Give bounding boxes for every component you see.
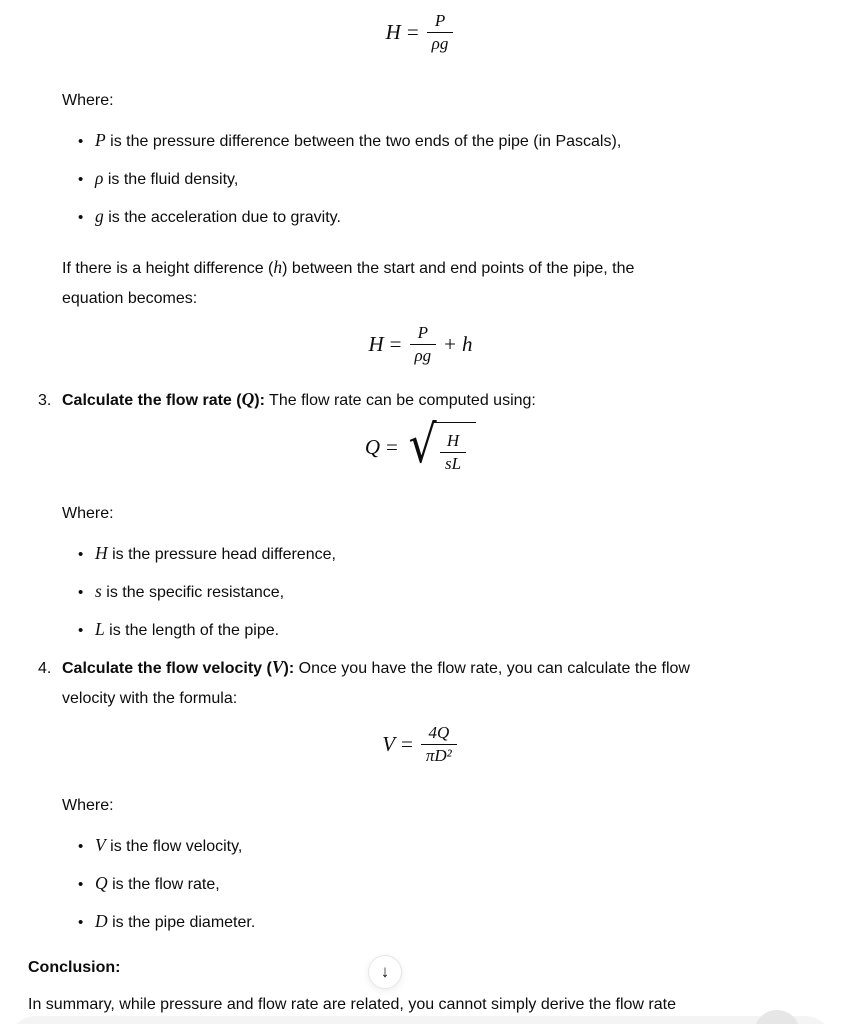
list-item	[78, 910, 255, 934]
math-equals: =	[406, 20, 419, 44]
math-lhs: V	[382, 732, 396, 756]
list-item	[78, 834, 242, 858]
bullet-icon	[78, 874, 95, 896]
math-lhs: H	[368, 332, 384, 356]
paragraph-height-difference	[62, 252, 634, 314]
bullet-icon	[78, 169, 95, 191]
item-number: 4.	[38, 660, 52, 677]
radical-sign: √	[408, 415, 437, 475]
formula-flow-velocity	[0, 722, 841, 767]
bullet-icon	[78, 207, 95, 229]
where-label: Where:	[62, 505, 114, 522]
bullet-text: ρ is the fluid density,	[95, 168, 239, 188]
bullet-icon	[78, 131, 95, 153]
composer-input[interactable]	[8, 1016, 833, 1024]
down-arrow-icon: ↓	[380, 962, 390, 981]
bullet-text: L is the length of the pipe.	[95, 619, 280, 639]
where-label: Where:	[62, 797, 114, 814]
paragraph-line: equation becomes:	[62, 290, 198, 307]
list-item	[78, 205, 341, 229]
bullet-text: P is the pressure difference between the two ends of the pipe (in Pascals),	[95, 130, 622, 150]
bullet-text: s is the specific resistance,	[95, 581, 285, 601]
formula-pressure-head	[0, 10, 841, 55]
bullet-text: Q is the flow rate,	[95, 873, 220, 893]
bullet-icon	[78, 836, 95, 858]
paragraph-line: If there is a height difference (h) between the start and end points of the pipe, the	[62, 257, 635, 277]
list-item	[78, 872, 220, 896]
math-lhs: Q	[364, 435, 381, 459]
math-square-root	[406, 415, 476, 475]
item-line: 4. Calculate the flow velocity (V): Once you have the flow rate, you can calculate the flow	[38, 660, 690, 677]
list-item	[78, 129, 621, 153]
math-fraction: $\frac{P}{\rho g}$	[410, 322, 437, 367]
math-fraction: $\frac{H}{sL}$	[440, 430, 466, 475]
math-fraction: $\frac{P}{\rho g}$	[427, 10, 454, 55]
summary-paragraph: In summary, while pressure and flow rate are related, you cannot simply derive the flow rate	[28, 996, 676, 1013]
formula-flow-rate	[0, 415, 841, 475]
math-equals: =	[386, 435, 398, 459]
list-item	[78, 167, 238, 191]
bullet-icon	[78, 912, 95, 934]
where-label: Where:	[62, 92, 114, 109]
list-item	[78, 542, 336, 566]
item-line: velocity with the formula:	[62, 690, 238, 707]
bullet-icon	[78, 620, 95, 642]
composer-action-button[interactable]	[754, 1010, 800, 1024]
list-item	[78, 580, 284, 604]
formula-pressure-head-with-height	[0, 322, 841, 367]
item-number: 3.	[38, 392, 52, 409]
conclusion-heading: Conclusion:	[28, 959, 121, 976]
math-equals: =	[401, 732, 413, 756]
math-lhs: H	[385, 20, 401, 44]
bullet-text: V is the flow velocity,	[95, 835, 243, 855]
bullet-text: g is the acceleration due to gravity.	[95, 206, 341, 226]
scroll-to-bottom-button[interactable]	[368, 955, 402, 989]
math-equals: =	[389, 332, 402, 356]
numbered-item-flow-rate: 3. Calculate the flow rate (Q): The flow rate can be computed using:	[38, 384, 536, 416]
math-plus: +	[444, 332, 457, 356]
bullet-icon	[78, 582, 95, 604]
bullet-text: H is the pressure head difference,	[95, 543, 336, 563]
numbered-item-flow-velocity	[38, 652, 690, 714]
bullet-icon	[78, 544, 95, 566]
bullet-text: D is the pipe diameter.	[95, 911, 256, 931]
math-fraction: $\frac{4Q}{\text{πD²}}$	[421, 722, 457, 767]
list-item	[78, 618, 279, 642]
math-term: h	[462, 332, 473, 356]
